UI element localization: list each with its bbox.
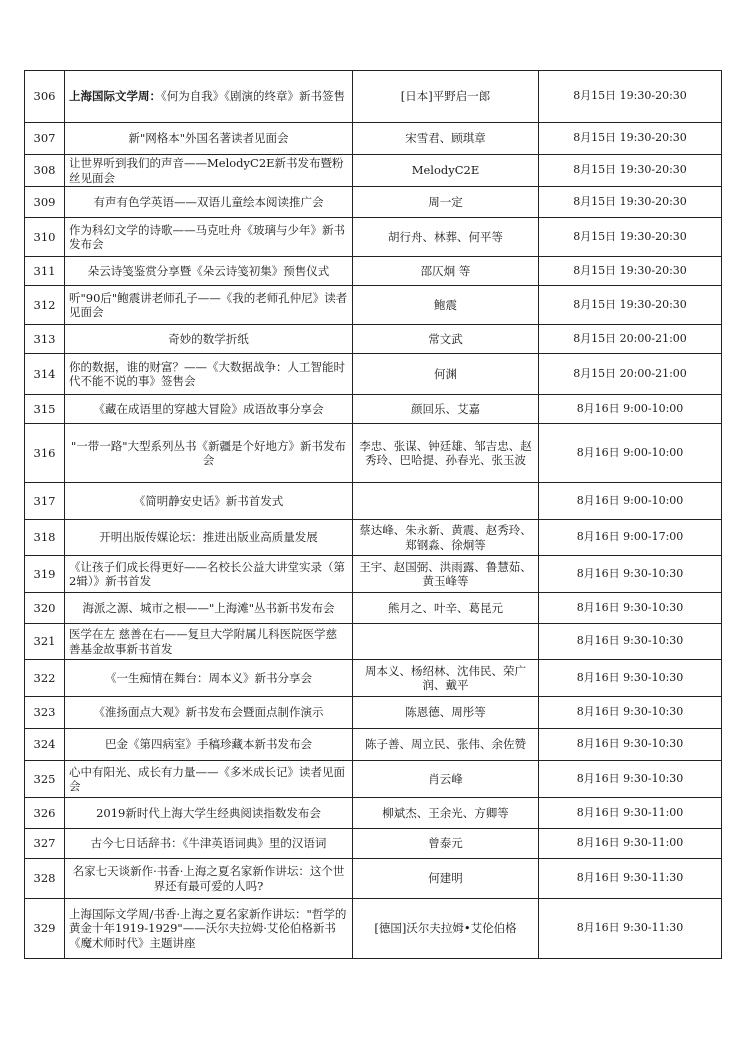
table-row — [25, 660, 722, 697]
event-guests: 曾泰元 — [353, 829, 539, 859]
event-title — [65, 660, 353, 697]
event-title-text: 《藏在成语里的穿越大冒险》成语故事分享会 — [93, 401, 324, 416]
event-time: 8月16日 9:30-10:30 — [539, 593, 722, 624]
event-title-text: 上海国际文学周/书香·上海之夏名家新作讲坛："哲学的黄金十年1919-1929"——沃尔夫拉姆·艾伦伯格新书《魔术师时代》主题讲座 — [69, 906, 347, 950]
event-number: 309 — [25, 187, 65, 218]
event-title — [65, 155, 353, 187]
event-title-text: 让世界听到我们的声音——MelodyC2E新书发布暨粉丝见面会 — [69, 156, 344, 185]
event-number: 329 — [25, 899, 65, 959]
event-title — [65, 829, 353, 859]
event-title — [65, 899, 353, 959]
event-title-text: 你的数据，谁的财富？——《大数据战争：人工智能时代不能不说的事》签售会 — [69, 359, 345, 388]
event-guests: 何建明 — [353, 859, 539, 899]
event-title — [65, 354, 353, 395]
event-title — [65, 395, 353, 424]
event-title-text: 新"网格本"外国名著读者见面会 — [128, 131, 289, 146]
event-guests: 柳斌杰、王余光、方卿等 — [353, 798, 539, 829]
event-guests: 宋雪君、顾琪章 — [353, 123, 539, 155]
table-row — [25, 859, 722, 899]
event-number: 323 — [25, 697, 65, 729]
table-row — [25, 899, 722, 959]
table-row — [25, 520, 722, 556]
table-row — [25, 123, 722, 155]
event-title — [65, 424, 353, 483]
event-guests: 邵仄炯 等 — [353, 257, 539, 286]
event-number: 311 — [25, 257, 65, 286]
event-title — [65, 761, 353, 798]
event-title-prefix: 上海国际文学周： — [69, 89, 161, 104]
event-guests: [德国]沃尔夫拉姆•艾伦伯格 — [353, 899, 539, 959]
table-row — [25, 697, 722, 729]
table-row — [25, 593, 722, 624]
event-title — [65, 593, 353, 624]
event-guests: 周一定 — [353, 187, 539, 218]
event-title-text: 2019新时代上海大学生经典阅读指数发布会 — [96, 805, 321, 820]
table-row — [25, 424, 722, 483]
event-number: 314 — [25, 354, 65, 395]
event-guests: 陈恩德、周彤等 — [353, 697, 539, 729]
event-title — [65, 556, 353, 593]
table-row — [25, 829, 722, 859]
event-title — [65, 624, 353, 660]
event-number: 325 — [25, 761, 65, 798]
event-title-text: 海派之源、城市之根——"上海滩"丛书新书发布会 — [82, 600, 335, 615]
event-title-text: 古今七日话辞书：《牛津英语词典》里的汉语词 — [90, 836, 327, 851]
events-table-body — [25, 71, 722, 959]
event-time: 8月15日 19:30-20:30 — [539, 123, 722, 155]
event-number: 327 — [25, 829, 65, 859]
event-number: 316 — [25, 424, 65, 483]
event-title-text: 《让孩子们成长得更好——名校长公益大讲堂实录（第2辑）》新书首发 — [69, 559, 345, 588]
event-title — [65, 483, 353, 520]
event-time: 8月16日 9:30-11:00 — [539, 798, 722, 829]
event-title-text: 《一生痴情在舞台：周本义》新书分享会 — [105, 670, 312, 685]
event-guests: 王宇、赵国弼、洪雨露、鲁慧茹、黄玉峰等 — [353, 556, 539, 593]
event-time: 8月16日 9:30-10:30 — [539, 761, 722, 798]
event-title — [65, 798, 353, 829]
event-number: 317 — [25, 483, 65, 520]
event-time: 8月15日 19:30-20:30 — [539, 257, 722, 286]
event-time: 8月15日 20:00-21:00 — [539, 354, 722, 395]
event-number: 318 — [25, 520, 65, 556]
event-guests: 胡行舟、林葬、何平等 — [353, 218, 539, 257]
event-number: 306 — [25, 71, 65, 123]
event-time: 8月16日 9:30-10:30 — [539, 697, 722, 729]
event-guests: 常文武 — [353, 325, 539, 354]
event-title-text: 作为科幻文学的诗歌——马克吐舟《玻璃与少年》新书发布会 — [69, 222, 345, 251]
event-title — [65, 697, 353, 729]
event-title-text: 《淮扬面点大观》新书发布会暨面点制作演示 — [93, 705, 324, 720]
event-number: 320 — [25, 593, 65, 624]
event-number: 307 — [25, 123, 65, 155]
event-time: 8月15日 19:30-20:30 — [539, 286, 722, 325]
event-number: 308 — [25, 155, 65, 187]
event-title-text: 《简明静安史话》新书首发式 — [133, 493, 284, 508]
event-title-text: "一带一路"大型系列丛书《新疆是个好地方》新书发布会 — [70, 438, 347, 467]
event-guests: 熊月之、叶辛、葛昆元 — [353, 593, 539, 624]
event-title-text: 朵云诗笺鉴赏分享暨《朵云诗笺初集》预售仪式 — [87, 263, 330, 278]
event-title — [65, 286, 353, 325]
event-title-text: 开明出版传媒论坛：推进出版业高质量发展 — [99, 530, 318, 545]
event-title — [65, 187, 353, 218]
event-time: 8月16日 9:30-11:00 — [539, 829, 722, 859]
event-title-text: 听"90后"鲍震讲老师孔子——《我的老师孔仲尼》读者见面会 — [69, 290, 348, 319]
event-number: 321 — [25, 624, 65, 660]
table-row — [25, 556, 722, 593]
event-time: 8月16日 9:30-11:30 — [539, 899, 722, 959]
table-row — [25, 187, 722, 218]
event-title — [65, 325, 353, 354]
event-title-text: 心中有阳光、成长有力量——《多米成长记》读者见面会 — [69, 764, 345, 793]
table-row — [25, 71, 722, 123]
events-table — [24, 70, 722, 959]
event-time: 8月16日 9:30-10:30 — [539, 729, 722, 761]
event-number: 310 — [25, 218, 65, 257]
event-guests: 周本义、杨绍林、沈伟民、荣广润、戴平 — [353, 660, 539, 697]
event-time: 8月15日 19:30-20:30 — [539, 218, 722, 257]
event-title-text: 奇妙的数学折纸 — [168, 331, 249, 346]
table-row — [25, 286, 722, 325]
event-number: 326 — [25, 798, 65, 829]
event-title — [65, 123, 353, 155]
table-row — [25, 483, 722, 520]
table-row — [25, 729, 722, 761]
event-guests: [日本]平野启一郎 — [353, 71, 539, 123]
event-time: 8月16日 9:30-11:30 — [539, 859, 722, 899]
event-time: 8月15日 19:30-20:30 — [539, 187, 722, 218]
table-row — [25, 218, 722, 257]
table-row — [25, 155, 722, 187]
event-time: 8月16日 9:00-17:00 — [539, 520, 722, 556]
table-row — [25, 798, 722, 829]
event-title — [65, 257, 353, 286]
event-time: 8月16日 9:00-10:00 — [539, 424, 722, 483]
event-title — [65, 520, 353, 556]
table-row — [25, 761, 722, 798]
event-guests: 肖云峰 — [353, 761, 539, 798]
event-title — [65, 218, 353, 257]
event-time: 8月16日 9:30-10:30 — [539, 624, 722, 660]
event-number: 319 — [25, 556, 65, 593]
table-row — [25, 354, 722, 395]
event-title — [65, 859, 353, 899]
event-title-text: 名家七天谈新作·书香·上海之夏名家新作讲坛：这个世界还有最可爱的人吗? — [72, 864, 345, 893]
event-guests: 李忠、张谋、钟廷雄、邹吉忠、赵秀玲、巴哈提、孙春光、张玉波 — [353, 424, 539, 483]
event-number: 324 — [25, 729, 65, 761]
event-time: 8月15日 20:00-21:00 — [539, 325, 722, 354]
event-number: 315 — [25, 395, 65, 424]
event-guests: 蔡达峰、朱永新、黄震、赵秀玲、郑钢淼、徐炯等 — [353, 520, 539, 556]
table-row — [25, 325, 722, 354]
event-title — [65, 71, 353, 123]
event-guests: 何渊 — [353, 354, 539, 395]
event-guests — [353, 624, 539, 660]
event-time: 8月16日 9:30-10:30 — [539, 556, 722, 593]
table-row — [25, 395, 722, 424]
event-title — [65, 729, 353, 761]
event-title-text: 巴金《第四病室》手稿珍藏本新书发布会 — [105, 737, 312, 752]
table-row — [25, 257, 722, 286]
event-guests: 颜回乐、艾嘉 — [353, 395, 539, 424]
event-title-text: 有声有色学英语——双语儿童绘本阅读推广会 — [93, 194, 324, 209]
table-row — [25, 624, 722, 660]
event-title-text: 《何为自我》《剧演的终章》新书签售 — [161, 89, 345, 104]
event-guests: 鲍震 — [353, 286, 539, 325]
event-number: 313 — [25, 325, 65, 354]
event-number: 328 — [25, 859, 65, 899]
event-guests — [353, 483, 539, 520]
event-time: 8月16日 9:00-10:00 — [539, 395, 722, 424]
event-guests: MelodyC2E — [353, 155, 539, 187]
event-time: 8月15日 19:30-20:30 — [539, 71, 722, 123]
event-time: 8月16日 9:30-10:30 — [539, 660, 722, 697]
event-title-text: 医学在左 慈善在右——复旦大学附属儿科医院医学慈善基金故事新书首发 — [69, 627, 338, 656]
event-time: 8月15日 19:30-20:30 — [539, 155, 722, 187]
event-number: 312 — [25, 286, 65, 325]
event-time: 8月16日 9:00-10:00 — [539, 483, 722, 520]
event-guests: 陈子善、周立民、张伟、余佐赞 — [353, 729, 539, 761]
event-number: 322 — [25, 660, 65, 697]
